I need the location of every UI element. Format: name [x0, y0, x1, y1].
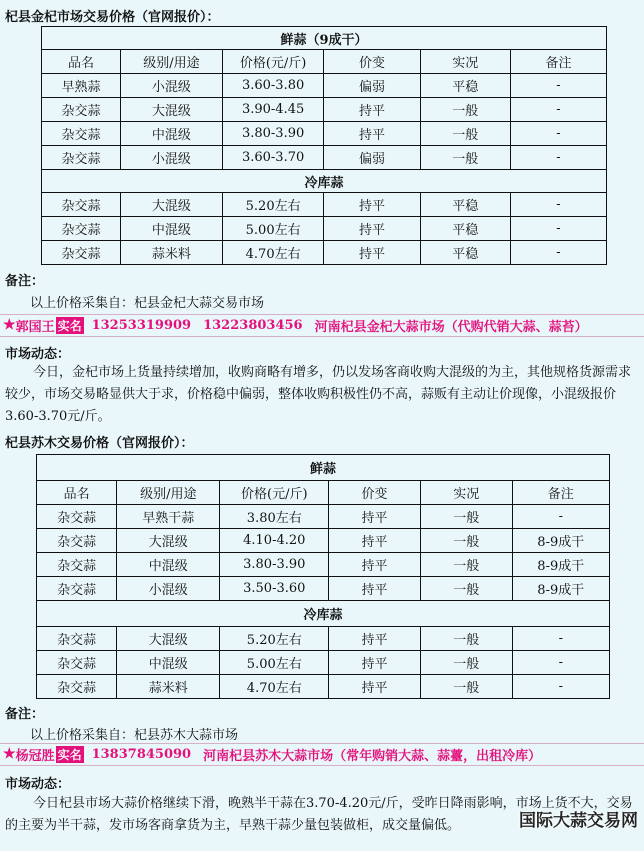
cell: - [510, 217, 606, 241]
cell: 3.60-3.80 [222, 74, 324, 98]
cell: 一般 [420, 505, 512, 529]
cell: 持平 [329, 651, 421, 675]
cell: 一般 [420, 577, 512, 601]
star-icon: ★ [3, 746, 16, 762]
cell: - [510, 146, 606, 170]
table-row [37, 553, 610, 577]
dynamics-label: 市场动态： [5, 777, 71, 792]
cell: 小混级 [121, 146, 223, 170]
cell: 杂交蒜 [42, 241, 121, 265]
cell: 持平 [324, 217, 420, 241]
cell: 杂交蒜 [37, 651, 117, 675]
table-row [42, 74, 607, 98]
cell: 大混级 [121, 98, 223, 122]
cell: 持平 [329, 627, 421, 651]
cell: 3.80-3.90 [220, 553, 329, 577]
fresh-garlic-header: 鲜蒜 [37, 455, 610, 481]
table-header-row [37, 481, 610, 505]
table-row [37, 651, 610, 675]
contact-line [3, 316, 588, 334]
contact-phone: 13223803456 [203, 317, 303, 333]
table-row [42, 241, 607, 265]
cell: 蒜米料 [121, 241, 223, 265]
cell: 偏弱 [324, 74, 420, 98]
cell: - [510, 122, 606, 146]
cell: 小混级 [121, 74, 223, 98]
divider [0, 765, 644, 766]
cell: 一般 [420, 627, 512, 651]
divider [0, 336, 644, 337]
note-text: 以上价格采集自：杞县苏木大蒜市场 [30, 728, 239, 743]
cell: 3.50-3.60 [220, 577, 329, 601]
cell: 持平 [324, 193, 420, 217]
cell: 中混级 [117, 651, 220, 675]
verified-badge: 实名 [57, 318, 82, 333]
cell: 小混级 [117, 577, 220, 601]
col-header: 品名 [37, 481, 117, 505]
cell: 持平 [329, 553, 421, 577]
col-header: 级别/用途 [121, 50, 223, 74]
cell: 杂交蒜 [42, 217, 121, 241]
dynamics-label: 市场动态： [5, 347, 71, 362]
cell: 3.80-3.90 [222, 122, 324, 146]
cell: 平稳 [420, 193, 510, 217]
cell: 3.90-4.45 [222, 98, 324, 122]
col-header: 备注 [510, 50, 606, 74]
cell: 杂交蒜 [42, 98, 121, 122]
cell: 8-9成干 [512, 553, 609, 577]
cell: 一般 [420, 651, 512, 675]
note-label: 备注： [5, 707, 45, 722]
cell: 一般 [420, 553, 512, 577]
cell: 一般 [420, 98, 510, 122]
cell: 一般 [420, 146, 510, 170]
cell: 杂交蒜 [37, 577, 117, 601]
table-row [42, 217, 607, 241]
cell: 中混级 [117, 553, 220, 577]
cell: 5.20左右 [220, 627, 329, 651]
cell: 8-9成干 [512, 529, 609, 553]
sumu-price-table [36, 454, 610, 699]
cell: 早熟蒜 [42, 74, 121, 98]
col-header: 级别/用途 [117, 481, 220, 505]
table-row [42, 146, 607, 170]
cell: 大混级 [117, 529, 220, 553]
cell: 早熟干蒜 [117, 505, 220, 529]
contact-phone: 13253319909 [91, 317, 192, 333]
cell: 持平 [329, 505, 421, 529]
cell: 偏弱 [324, 146, 420, 170]
table-row [37, 529, 610, 553]
contact-name[interactable]: 杨冠胜 [15, 748, 55, 764]
cell: 3.80左右 [220, 505, 329, 529]
jinqi-price-table [41, 26, 607, 265]
col-header: 价格(元/斤) [220, 481, 329, 505]
cell: - [512, 627, 609, 651]
cell: 中混级 [121, 122, 223, 146]
cell: 杂交蒜 [37, 553, 117, 577]
contact-name[interactable]: 郭国王 [15, 319, 55, 335]
table-row [42, 122, 607, 146]
cell: 持平 [329, 675, 421, 699]
cold-storage-header: 冷库蒜 [37, 601, 610, 627]
col-header: 价变 [324, 50, 420, 74]
cell: 持平 [324, 98, 420, 122]
contact-desc: 河南杞县苏木大蒜市场（常年购销大蒜、蒜薹，出租冷库） [203, 748, 542, 764]
cell: 杂交蒜 [37, 627, 117, 651]
cell: 平稳 [420, 217, 510, 241]
cell: 杂交蒜 [42, 122, 121, 146]
cell: 4.10-4.20 [220, 529, 329, 553]
col-header: 备注 [512, 481, 609, 505]
table-row [37, 505, 610, 529]
cell: 一般 [420, 529, 512, 553]
contact-desc: 河南杞县金杞大蒜市场（代购代销大蒜、蒜苔） [314, 319, 588, 335]
contact-phone: 13837845090 [91, 746, 192, 762]
cell: 杂交蒜 [37, 529, 117, 553]
table-row [42, 193, 607, 217]
cell: 杂交蒜 [37, 505, 117, 529]
col-header: 价变 [329, 481, 421, 505]
cell: 5.20左右 [222, 193, 324, 217]
table-row [37, 627, 610, 651]
cell: 杂交蒜 [37, 675, 117, 699]
cell: - [512, 651, 609, 675]
cell: 持平 [329, 529, 421, 553]
verified-badge: 实名 [57, 747, 82, 762]
table-row [37, 577, 610, 601]
cell: 平稳 [420, 74, 510, 98]
cell: - [512, 675, 609, 699]
dynamics-text: 今日杞县市场大蒜价格继续下滑，晚熟半干蒜在3.70-4.20元/斤，受昨日降雨影响，市场上货不大，交易的主要为半干蒜，发市场客商拿货为主，早熟干蒜少量包装做柜，成交量偏低。 [5, 796, 633, 833]
cell: 一般 [420, 675, 512, 699]
section2-title: 杞县苏木交易价格（官网报价）： [5, 436, 194, 451]
table-row [42, 98, 607, 122]
cell: 杂交蒜 [42, 193, 121, 217]
note-label: 备注： [5, 274, 45, 289]
cell: 大混级 [121, 193, 223, 217]
contact-line [3, 745, 541, 763]
col-header: 实况 [420, 50, 510, 74]
cell: - [510, 241, 606, 265]
dynamics-text: 今日，金杞市场上货量持续增加，收购商略有增多，仍以发场客商收购大混级的为主，其他规格货源需求较少，市场交易略显供大于求，价格稳中偏弱，整体收购积极性仍不高，蒜贩有主动让价现像，小混级报价3.60-3.70元/斤。 [5, 365, 632, 424]
cell: 持平 [324, 122, 420, 146]
cold-storage-header: 冷库蒜 [42, 170, 607, 193]
cell: - [512, 505, 609, 529]
cell: 杂交蒜 [42, 146, 121, 170]
cell: 4.70左右 [222, 241, 324, 265]
col-header: 品名 [42, 50, 121, 74]
fresh-garlic-header: 鲜蒜（9成干） [42, 27, 607, 50]
cell: 大混级 [117, 627, 220, 651]
cell: - [510, 98, 606, 122]
col-header: 实况 [420, 481, 512, 505]
cell: 中混级 [121, 217, 223, 241]
col-header: 价格(元/斤) [222, 50, 324, 74]
cell: 5.00左右 [220, 651, 329, 675]
cell: 一般 [420, 122, 510, 146]
cell: 5.00左右 [222, 217, 324, 241]
note-text: 以上价格采集自：杞县金杞大蒜交易市场 [30, 296, 265, 311]
cell: 8-9成干 [512, 577, 609, 601]
table-row [37, 675, 610, 699]
site-watermark: 国际大蒜交易网 [519, 811, 638, 831]
section1-title: 杞县金杞市场交易价格（官网报价）： [5, 10, 220, 25]
cell: 4.70左右 [220, 675, 329, 699]
cell: 3.60-3.70 [222, 146, 324, 170]
cell: 持平 [329, 577, 421, 601]
table-header-row [42, 50, 607, 74]
cell: 蒜米料 [117, 675, 220, 699]
cell: - [510, 193, 606, 217]
cell: - [510, 74, 606, 98]
cell: 持平 [324, 241, 420, 265]
cell: 平稳 [420, 241, 510, 265]
star-icon: ★ [3, 317, 16, 333]
